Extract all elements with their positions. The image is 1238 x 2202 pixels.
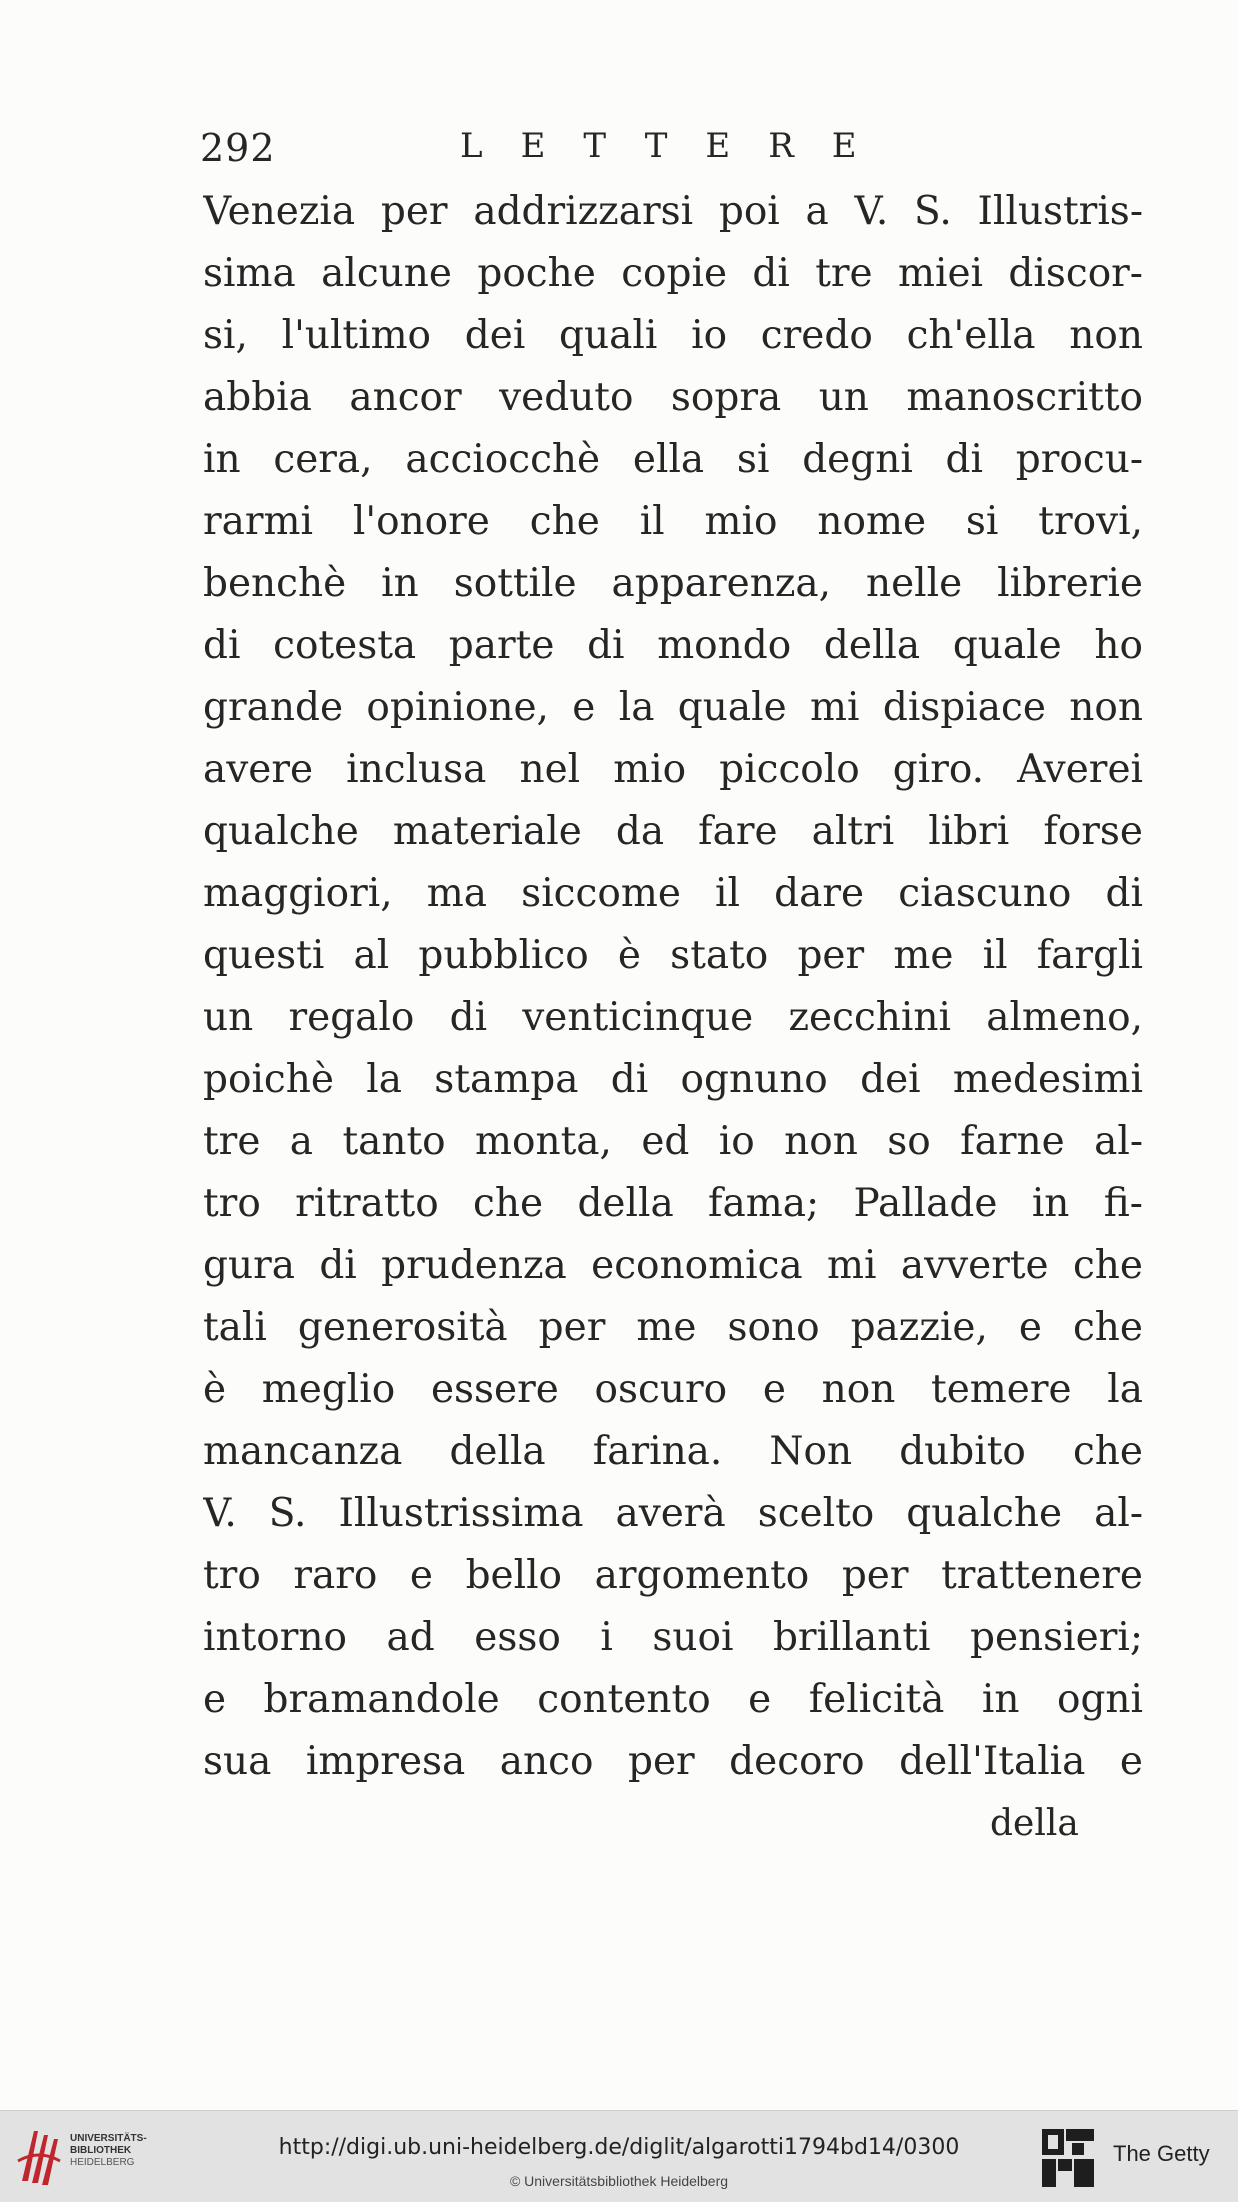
body-text xyxy=(203,181,1143,1793)
text-line: mancanza della farina. Non dubito che xyxy=(203,1429,1143,1474)
viewer-footer xyxy=(0,2110,1238,2202)
text-line: poichè la stampa di ognuno dei medesimi xyxy=(203,1057,1143,1102)
text-line: Venezia per addrizzarsi poi a V. S. Illustris- xyxy=(203,189,1143,234)
text-line: tro raro e bello argomento per trattenere xyxy=(203,1553,1143,1598)
text-line: in cera, acciocchè ella si degni di procu- xyxy=(203,437,1143,482)
text-line: V. S. Illustrissima averà scelto qualche al- xyxy=(203,1491,1143,1536)
text-line: tre a tanto monta, ed io non so farne al- xyxy=(203,1119,1143,1164)
partner-name: The Getty xyxy=(1113,2141,1210,2166)
text-line: è meglio essere oscuro e non temere la xyxy=(203,1367,1143,1412)
text-line: sima alcune poche copie di tre miei discor- xyxy=(203,251,1143,296)
text-line: tro ritratto che della fama; Pallade in fi- xyxy=(203,1181,1143,1226)
running-title: LETTERE xyxy=(460,126,895,166)
getty-logo-icon xyxy=(1042,2129,1094,2187)
text-line: tali generosità per me sono pazzie, e che xyxy=(203,1305,1143,1350)
text-line: sua impresa anco per decoro dell'Italia e xyxy=(203,1739,1143,1784)
university-name: UNIVERSITÄTS- BIBLIOTHEK HEIDELBERG xyxy=(70,2133,147,2168)
text-line: e bramandole contento e felicità in ogni xyxy=(203,1677,1143,1722)
text-line: si, l'ultimo dei quali io credo ch'ella non xyxy=(203,313,1143,358)
text-line: gura di prudenza economica mi avverte che xyxy=(203,1243,1143,1288)
text-line: di cotesta parte di mondo della quale ho xyxy=(203,623,1143,668)
page-number: 292 xyxy=(200,126,276,170)
text-line: rarmi l'onore che il mio nome si trovi, xyxy=(203,499,1143,544)
text-line: abbia ancor veduto sopra un manoscritto xyxy=(203,375,1143,420)
text-line: un regalo di venticinque zecchini almeno, xyxy=(203,995,1143,1040)
text-line: avere inclusa nel mio piccolo giro. Averei xyxy=(203,747,1143,792)
text-line: intorno ad esso i suoi brillanti pensieri; xyxy=(203,1615,1143,1660)
text-line: questi al pubblico è stato per me il fargli xyxy=(203,933,1143,978)
text-line: grande opinione, e la quale mi dispiace non xyxy=(203,685,1143,730)
text-line: benchè in sottile apparenza, nelle librerie xyxy=(203,561,1143,606)
catchword: della xyxy=(990,1803,1079,1844)
text-line: qualche materiale da fare altri libri forse xyxy=(203,809,1143,854)
text-line: maggiori, ma siccome il dare ciascuno di xyxy=(203,871,1143,916)
copyright-notice: © Universitätsbibliothek Heidelberg xyxy=(509,2173,729,2189)
permalink-url[interactable]: http://digi.ub.uni-heidelberg.de/diglit/algarotti1794bd14/0300 xyxy=(278,2135,960,2160)
